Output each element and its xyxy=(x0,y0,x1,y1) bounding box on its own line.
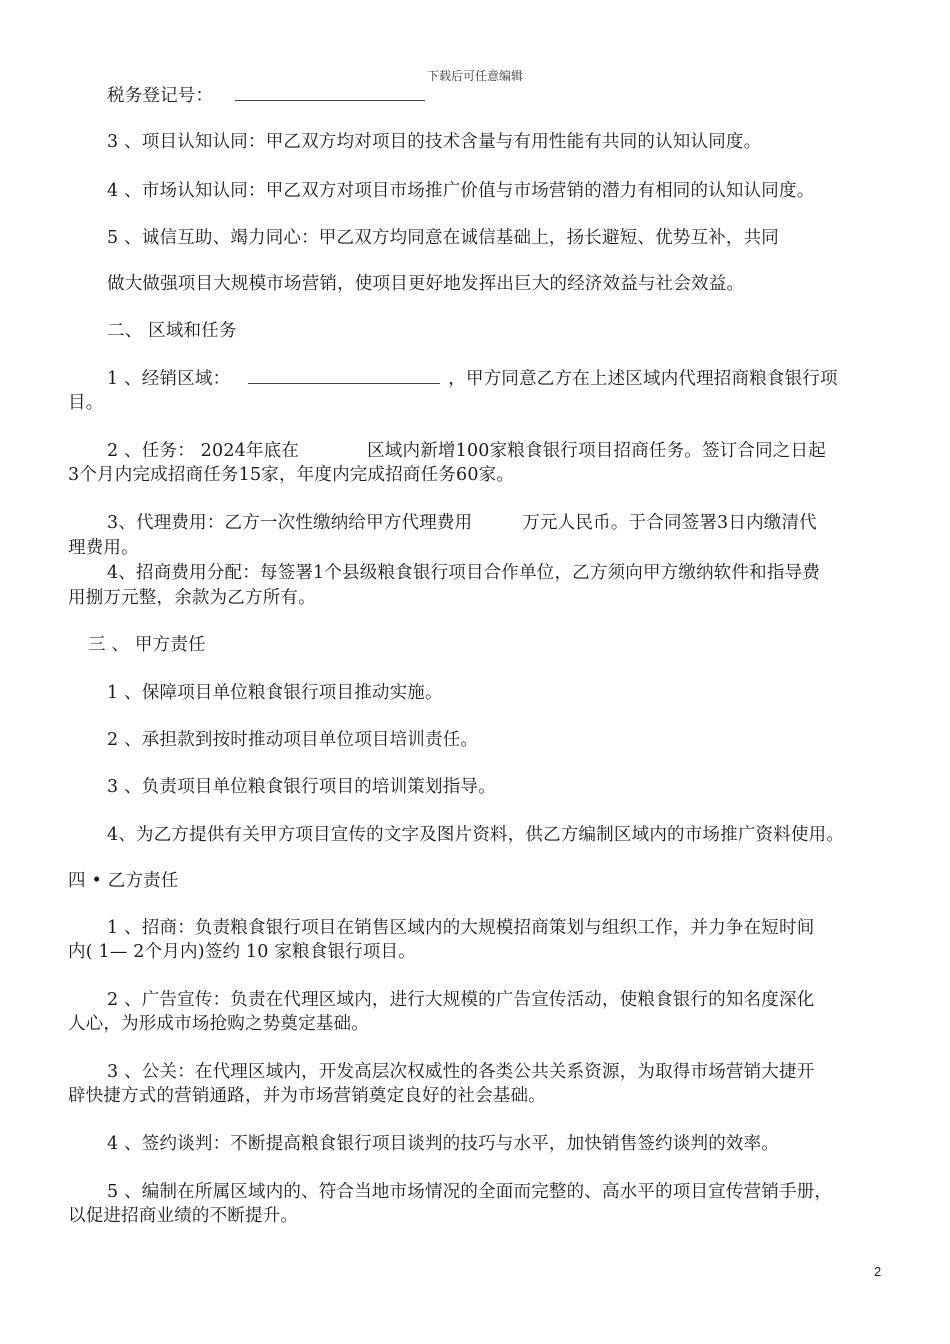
tax-registration-line xyxy=(107,85,425,107)
section-4-item-1-line-2: 内( 1— 2个月内)签约 10 家粮食银行项目。 xyxy=(68,942,416,962)
section-4-item-5-line-1: 5 、编制在所属区域内的、符合当地市场情况的全面而完整的、高水平的项目宣传营销手册， xyxy=(107,1182,833,1202)
section-2-item-3-line-1 xyxy=(107,512,817,534)
section-2-item-4-line-1: 4、招商费用分配：每签署1个县级粮食银行项目合作单位，乙方须向甲方缴纳软件和指导费 xyxy=(107,563,820,583)
section-2-item-1-line-1 xyxy=(107,368,838,390)
tax-registration-blank[interactable] xyxy=(235,86,425,101)
section-2-item-3-line-2: 理费用。 xyxy=(68,538,139,558)
sales-region-blank[interactable] xyxy=(248,369,440,384)
section-2-item-2-suffix: 区域内新增100家粮食银行项目招商任务。签订合同之日起 xyxy=(367,441,826,461)
page-number: 2 xyxy=(874,1264,882,1279)
section-2-item-4-line-2: 用捌万元整，余款为乙方所有。 xyxy=(68,588,316,608)
header-note: 下载后可任意编辑 xyxy=(426,69,523,83)
section-2-item-1-suffix: ，甲方同意乙方在上述区域内代理招商粮食银行项 xyxy=(448,369,838,389)
section-3-item-3: 3 、负责项目单位粮食银行项目的培训策划指导。 xyxy=(107,777,496,797)
paragraph-5-line-1: 5 、诚信互助、竭力同心：甲乙双方均同意在诚信基础上，扬长避短、优势互补，共同 xyxy=(107,228,779,248)
section-2-item-2-line-2: 3个月内完成招商任务15家，年度内完成招商任务60家。 xyxy=(68,465,515,485)
section-4-item-2-line-2: 人心，为形成市场抢购之势奠定基础。 xyxy=(68,1014,369,1034)
section-2-heading: 二、 区域和任务 xyxy=(107,321,237,341)
section-3-item-2: 2 、承担款到按时推动项目单位项目培训责任。 xyxy=(107,730,479,750)
section-2-item-2-line-1 xyxy=(107,440,826,462)
section-2-item-2-prefix: 2 、任务： 2024年底在 xyxy=(107,441,300,461)
section-4-item-1-line-1: 1 、招商：负责粮食银行项目在销售区域内的大规模招商策划与组织工作，并力争在短时间 xyxy=(107,918,815,938)
section-4-heading: 四 • 乙方责任 xyxy=(68,871,179,891)
section-2-item-1-line-2: 目。 xyxy=(68,393,104,413)
section-4-item-3-line-2: 辟快捷方式的营销通路，并为市场营销奠定良好的社会基础。 xyxy=(68,1086,546,1106)
section-4-item-2-line-1: 2 、广告宣传：负责在代理区域内，进行大规模的广告宣传活动，使粮食银行的知名度深化 xyxy=(107,990,815,1010)
section-4-item-3-line-1: 3 、公关：在代理区域内，开发高层次权威性的各类公共关系资源，为取得市场营销大捷开 xyxy=(107,1062,815,1082)
section-3-item-4: 4、为乙方提供有关甲方项目宣传的文字及图片资料，供乙方编制区域内的市场推广资料使用。 xyxy=(107,825,845,845)
paragraph-3: 3 、项目认知认同：甲乙双方均对项目的技术含量与有用性能有共同的认知认同度。 xyxy=(107,132,762,152)
paragraph-4: 4 、市场认知认同：甲乙双方对项目市场推广价值与市场营销的潜力有相同的认知认同度。 xyxy=(107,181,815,201)
section-2-item-3-prefix: 3、代理费用：乙方一次性缴纳给甲方代理费用 xyxy=(107,513,473,533)
section-3-item-1: 1 、保障项目单位粮食银行项目推动实施。 xyxy=(107,683,443,703)
section-3-heading: 三 、 甲方责任 xyxy=(88,635,206,655)
section-4-item-5-line-2: 以促进招商业绩的不断提升。 xyxy=(68,1206,299,1226)
section-2-item-3-suffix: 万元人民币。于合同签署3日内缴清代 xyxy=(522,513,817,533)
paragraph-5-line-2: 做大做强项目大规模市场营销，使项目更好地发挥出巨大的经济效益与社会效益。 xyxy=(107,274,745,294)
tax-registration-label: 税务登记号： xyxy=(107,86,214,106)
section-4-item-4: 4 、签约谈判：不断提高粮食银行项目谈判的技巧与水平，加快销售签约谈判的效率。 xyxy=(107,1134,779,1154)
section-2-item-1-prefix: 1 、经销区域： xyxy=(107,369,231,389)
